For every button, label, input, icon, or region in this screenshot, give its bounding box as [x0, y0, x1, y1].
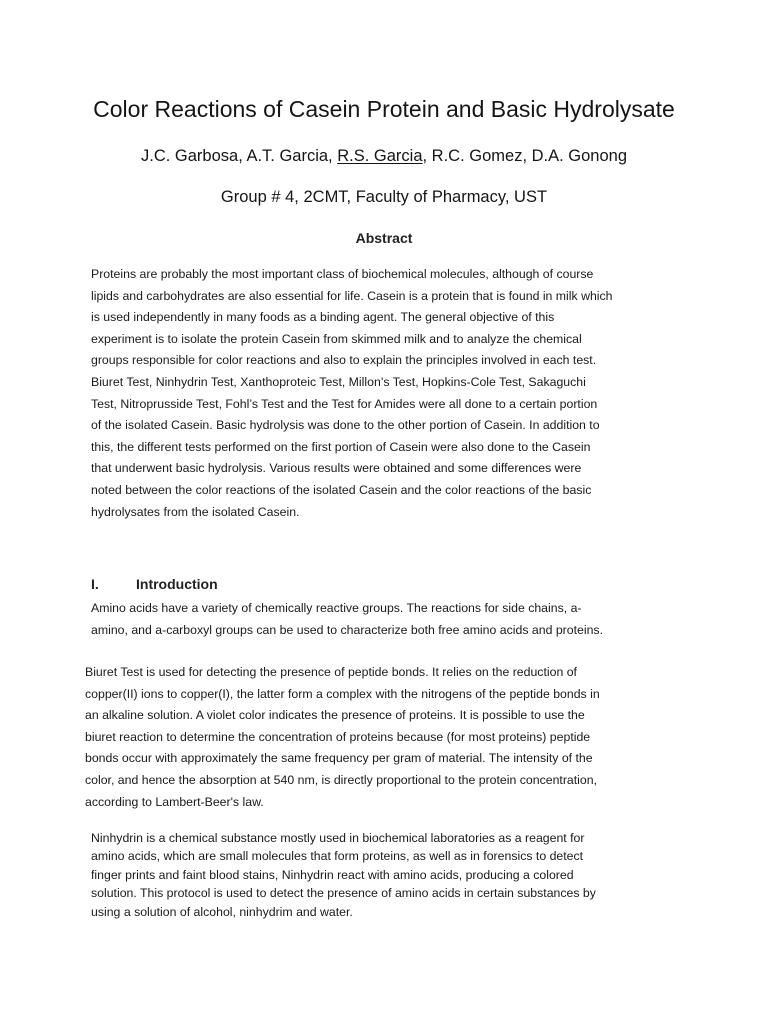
text-line: using a solution of alcohol, ninhydrim and water. — [91, 904, 353, 919]
text-line: this, the different tests performed on the first portion of Casein were also done to the Casein — [91, 439, 591, 454]
text-line: color, and hence the absorption at 540 nm, is directly proportional to the protein concentration, — [85, 772, 598, 787]
text-line: Ninhydrin is a chemical substance mostly used in biochemical laboratories as a reagent for — [91, 831, 585, 845]
text-line: copper(II) ions to copper(I), the latter form a complex with the nitrogens of the peptide bonds in — [85, 686, 600, 701]
biuret-paragraph — [85, 662, 685, 813]
corresponding-author: R.S. Garcia — [337, 147, 423, 165]
text-line: hydrolysates from the isolated Casein. — [91, 504, 300, 519]
text-line: is used independently in many foods as a binding agent. The general objective of this — [91, 310, 555, 325]
text-line: of the isolated Casein. Basic hydrolysis was done to the other portion of Casein. In addition to — [91, 418, 600, 433]
text-line: Amino acids have a variety of chemically reactive groups. The reactions for side chains, a- — [91, 601, 582, 615]
text-line: solution. This protocol is used to detect the presence of amino acids in certain substances by — [91, 886, 596, 901]
text-line: Biuret Test, Ninhydrin Test, Xanthoproteic Test, Millon’s Test, Hopkins-Cole Test, Sakaguchi — [91, 374, 586, 389]
section-number: I. — [91, 576, 99, 592]
abstract-heading: Abstract — [355, 230, 413, 246]
section-title: Introduction — [136, 576, 218, 592]
authors-text: J.C. Garbosa, A.T. Garcia, — [140, 147, 338, 165]
text-line: bonds occur with approximately the same frequency per gram of material. The intensity of the — [85, 751, 593, 766]
text-line: noted between the color reactions of the isolated Casein and the color reactions of the basic — [91, 482, 592, 497]
ninhydrin-paragraph — [91, 829, 671, 921]
text-line: amino acids, which are small molecules that form proteins, as well as in forensics to detect — [91, 849, 584, 864]
authors-text-rest: , R.C. Gomez, D.A. Gonong — [422, 147, 628, 165]
text-line: an alkaline solution. A violet color indicates the presence of proteins. It is possible to use the — [85, 708, 585, 723]
author-list — [0, 144, 768, 168]
text-line: biuret reaction to determine the concentration of proteins because (for most proteins) peptide — [85, 729, 591, 744]
text-line: Proteins are probably the most important class of biochemical molecules, although of course — [91, 267, 594, 281]
text-line: that underwent basic hydrolysis. Various results were obtained and some differences were — [91, 461, 582, 476]
affiliation: Group # 4, 2CMT, Faculty of Pharmacy, UST — [220, 188, 548, 206]
text-line: according to Lambert-Beer's law. — [85, 794, 264, 809]
text-line: Biuret Test is used for detecting the presence of peptide bonds. It relies on the reduction of — [85, 665, 577, 679]
text-line: experiment is to isolate the protein Casein from skimmed milk and to analyze the chemical — [91, 331, 582, 346]
text-line: groups responsible for color reactions and also to explain the principles involved in each test. — [91, 353, 597, 368]
introduction-heading — [91, 574, 491, 594]
text-line: Test, Nitroprusside Test, Fohl’s Test and the Test for Amides were all done to a certain portion — [91, 396, 598, 411]
introduction-paragraph — [91, 598, 681, 641]
text-line: lipids and carbohydrates are also essential for life. Casein is a protein that is found in milk which — [91, 288, 613, 303]
text-line: finger prints and faint blood stains, Ninhydrin react with amino acids, producing a colored — [91, 867, 574, 882]
paper-title: Color Reactions of Casein Protein and Basic Hydrolysate — [93, 96, 675, 122]
text-line: amino, and a-carboxyl groups can be used to characterize both free amino acids and proteins. — [91, 622, 603, 637]
abstract-paragraph — [91, 264, 691, 523]
